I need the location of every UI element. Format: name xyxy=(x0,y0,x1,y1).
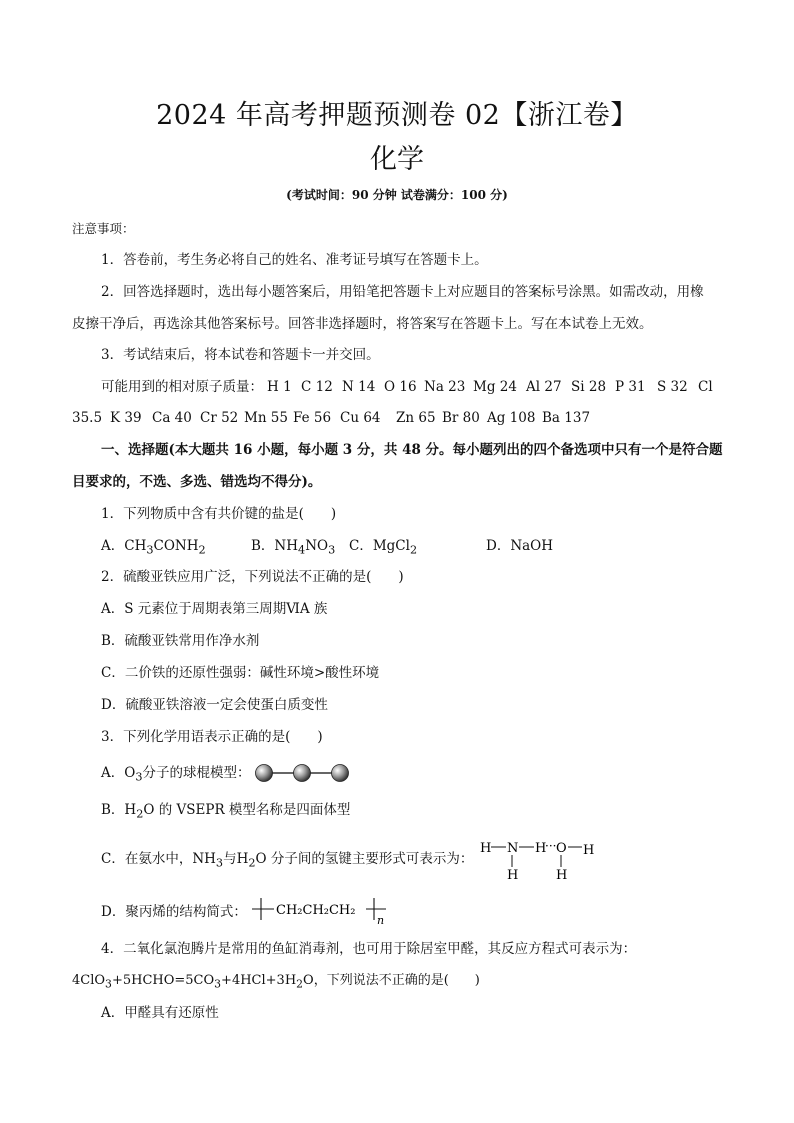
atomic-mass-item: Zn 65 xyxy=(396,410,436,426)
atom-h-under-n: H xyxy=(507,868,519,882)
question-2-option-b: B．硫酸亚铁常用作净水剂 xyxy=(101,633,260,649)
atomic-mass-item: 35.5 xyxy=(72,410,103,426)
atomic-mass-item: Mg 24 xyxy=(473,379,517,395)
question-1-stem: 1．下列物质中含有共价键的盐是( ) xyxy=(101,506,337,522)
chem-text: NO xyxy=(305,538,329,554)
question-4-stem: 4．二氧化氯泡腾片是常用的鱼缸消毒剂，也可用于除居室甲醛，其反应方程式可表示为： xyxy=(101,941,637,957)
chem-text: +5HCHO=5CO xyxy=(111,973,215,988)
oxygen-atom-ball xyxy=(256,765,273,782)
notice-item-2-line-1: 2．回答选择题时，选出每小题答案后，用铅笔把答题卡上对应题目的答案标号涂黑。如需改动，用橡 xyxy=(101,284,704,300)
chem-text: +4HCl+3H xyxy=(221,973,297,988)
atomic-mass-item: S 32 xyxy=(657,379,688,395)
question-3-option-a xyxy=(101,763,251,788)
atomic-mass-item: Cr 52 xyxy=(200,410,239,426)
subscript: 3 xyxy=(146,543,154,557)
atomic-mass-item: Na 23 xyxy=(424,379,466,395)
atomic-mass-item: N 14 xyxy=(342,379,376,395)
subscript: 2 xyxy=(136,807,144,821)
oxygen-atom-ball xyxy=(294,765,311,782)
section-heading-line-2: 目要求的，不选、多选、错选均不得分)。 xyxy=(72,474,322,490)
oxygen-atom-ball xyxy=(332,765,349,782)
chem-text: 分子的球棍模型： xyxy=(142,765,251,781)
subscript: 3 xyxy=(105,977,112,991)
question-3-option-b xyxy=(101,800,350,825)
atom-h-right: H xyxy=(583,843,595,858)
question-2-option-a: A．S 元素位于周期表第三周期ⅥA 族 xyxy=(101,601,328,617)
subscript: 2 xyxy=(248,856,256,870)
atomic-mass-item: Cl xyxy=(698,379,713,395)
chem-text: CONH xyxy=(153,538,199,554)
subscript: 3 xyxy=(135,770,143,784)
question-1-option-c xyxy=(349,536,417,561)
atom-h-mid: H xyxy=(535,841,547,856)
atom-n: N xyxy=(507,841,519,856)
notice-item-3: 3．考试结束后，将本试卷和答题卡一并交回。 xyxy=(101,347,380,363)
question-2-option-c: C．二价铁的还原性强弱：碱性环境>酸性环境 xyxy=(101,665,380,681)
atom-h-under-o: H xyxy=(556,868,568,882)
chem-text: O 的 VSEPR 模型名称是四面体型 xyxy=(143,802,351,818)
chem-text: C．在氨水中，NH xyxy=(101,851,216,867)
question-1-option-d: D．NaOH xyxy=(486,538,554,554)
question-2-stem: 2．硫酸亚铁应用广泛，下列说法不正确的是( ) xyxy=(101,569,404,585)
atomic-mass-item: Fe 56 xyxy=(293,410,332,426)
atom-o: O xyxy=(556,841,567,856)
chem-text: B．H xyxy=(101,802,137,818)
atomic-mass-item: H 1 xyxy=(267,379,292,395)
atomic-mass-item: Br 80 xyxy=(442,410,480,426)
atomic-mass-row-2 xyxy=(72,408,712,428)
notice-item-2-line-2: 皮擦干净后，再选涂其他答案标号。回答非选择题时，将答案写在答题卡上。写在本试卷上无效。 xyxy=(72,316,653,332)
subscript: 2 xyxy=(296,977,304,991)
atomic-mass-row-1 xyxy=(101,377,741,397)
question-3-option-d: D．聚丙烯的结构简式： xyxy=(101,904,247,920)
question-4-option-a: A．甲醛具有还原性 xyxy=(101,1005,219,1021)
chem-text: 4ClO xyxy=(72,973,106,988)
chem-text: O 分子间的氢键主要形式可表示为： xyxy=(255,851,474,867)
atomic-mass-item: Mn 55 xyxy=(244,410,288,426)
atomic-mass-item: C 12 xyxy=(301,379,333,395)
polypropylene-structure xyxy=(252,895,392,925)
notice-item-1: 1．答卷前，考生务必将自己的姓名、准考证号填写在答题卡上。 xyxy=(101,252,488,268)
question-4-equation xyxy=(72,971,480,995)
o3-ball-stick-model xyxy=(254,763,350,783)
question-1-option-a xyxy=(101,536,206,561)
question-3-stem: 3．下列化学用语表示正确的是( ) xyxy=(101,729,323,745)
subscript: 3 xyxy=(328,543,336,557)
subscript: 2 xyxy=(409,543,418,557)
exam-info: (考试时间：90 分钟 试卷满分：100 分) xyxy=(286,188,508,202)
atomic-mass-item: P 31 xyxy=(615,379,646,395)
atomic-mass-item: K 39 xyxy=(110,410,142,426)
chem-text: A．O xyxy=(101,765,136,781)
subscript: 4 xyxy=(298,543,306,557)
atomic-mass-item: Ca 40 xyxy=(152,410,192,426)
chem-text: C．MgCl xyxy=(349,538,410,554)
question-1-option-b xyxy=(251,536,335,561)
atomic-mass-label: 可能用到的相对原子质量： xyxy=(101,379,263,395)
atomic-mass-item: Ba 137 xyxy=(542,410,591,426)
question-3-option-c xyxy=(101,849,473,874)
atomic-mass-item: Al 27 xyxy=(526,379,562,395)
atomic-mass-item: O 16 xyxy=(384,379,417,395)
chem-text: O，下列说法不正确的是( ) xyxy=(303,973,480,988)
subject-title: 化学 xyxy=(370,144,424,175)
atomic-mass-item: Si 28 xyxy=(571,379,607,395)
chem-text: B．NH xyxy=(251,538,299,554)
chem-text: A．CH xyxy=(101,538,147,554)
polymer-degree-n: n xyxy=(377,914,385,925)
question-2-option-d: D．硫酸亚铁溶液一定会使蛋白质变性 xyxy=(101,697,328,713)
exam-title: 2024 年高考押题预测卷 02【浙江卷】 xyxy=(156,100,638,131)
subscript: 3 xyxy=(214,977,222,991)
atomic-mass-item: Cu 64 xyxy=(340,410,381,426)
hydrogen-bond-structure xyxy=(476,836,600,882)
atomic-mass-item: Ag 108 xyxy=(487,410,536,426)
notice-heading: 注意事项： xyxy=(72,221,135,236)
hydrogen-bond-dots: ··· xyxy=(545,839,557,853)
subscript: 3 xyxy=(215,856,224,870)
polymer-repeat-unit: CH₂CH₂CH₂ xyxy=(276,903,356,918)
chem-text: 与H xyxy=(223,851,249,867)
subscript: 2 xyxy=(198,543,206,557)
section-heading-line-1: 一、选择题(本大题共 16 小题，每小题 3 分，共 48 分。每小题列出的四个备选项中只有一个是符合题 xyxy=(101,442,723,458)
atom-h-left: H xyxy=(480,841,492,856)
